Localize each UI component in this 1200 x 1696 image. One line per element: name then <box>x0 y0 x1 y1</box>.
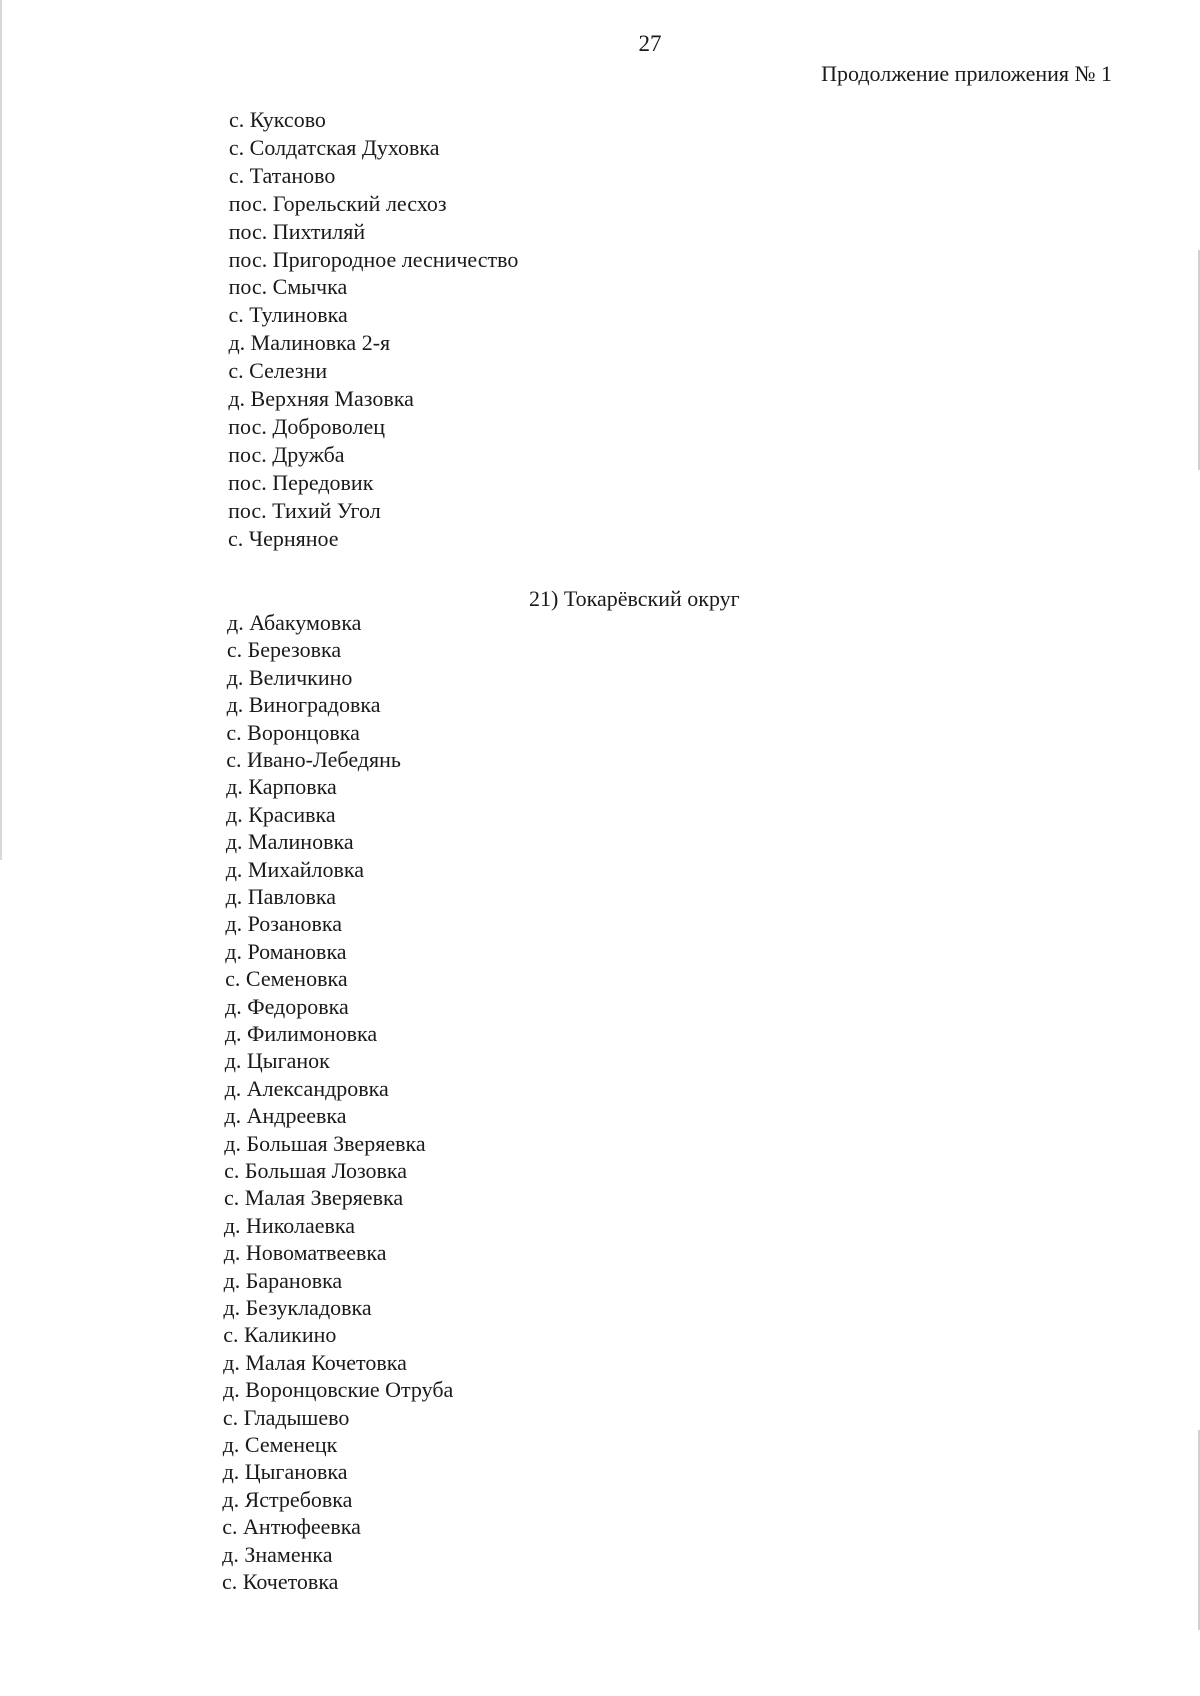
settlement-list-item: д. Ястребовка <box>222 1486 353 1512</box>
settlement-list-item: д. Верхняя Мазовка <box>228 386 414 411</box>
settlement-list-item: д. Семенецк <box>222 1432 338 1457</box>
settlement-list-item: с. Селезни <box>228 358 328 384</box>
section-heading: 21) Токарёвский округ <box>529 586 740 611</box>
settlement-list-item: д. Федоровка <box>225 993 349 1019</box>
settlement-list-item: пос. Тихий Угол <box>228 497 381 523</box>
settlement-list-item: пос. Горельский лесхоз <box>228 190 447 216</box>
settlement-list-item: д. Николаевка <box>223 1212 355 1238</box>
settlement-list-item: пос. Дружба <box>228 441 345 467</box>
settlement-list-item: с. Солдатская Духовка <box>228 134 440 160</box>
settlement-list-item: с. Черняное <box>228 525 339 551</box>
scan-edge-left <box>0 0 2 860</box>
settlement-list-item: д. Михайловка <box>225 856 364 882</box>
settlement-list-item: пос. Передовик <box>228 469 374 495</box>
settlement-list-item: с. Семеновка <box>225 966 348 992</box>
settlement-list-item: д. Цыгановка <box>222 1459 348 1485</box>
settlement-list-item: д. Карповка <box>226 774 337 800</box>
page-number: 27 <box>638 31 662 56</box>
settlement-list-item: с. Каликино <box>223 1322 337 1348</box>
settlement-list-item: с. Антюфеевка <box>222 1514 361 1540</box>
settlement-list-item: д. Розановка <box>225 911 343 937</box>
settlement-list-item: пос. Доброволец <box>228 413 386 439</box>
settlement-list-item: д. Малиновка 2-я <box>228 330 391 356</box>
settlement-list-item: с. Гладышево <box>222 1404 350 1430</box>
settlement-list-item: с. Ивано-Лебедянь <box>226 747 401 772</box>
settlement-list-item: д. Воронцовские Отруба <box>223 1377 454 1403</box>
settlement-list-item: с. Большая Лозовка <box>224 1158 408 1183</box>
settlement-list-item: д. Красивка <box>226 801 336 827</box>
settlement-list-item: д. Малиновка <box>225 829 354 855</box>
settlement-list-item: пос. Пригородное лесничество <box>228 246 519 272</box>
settlement-list-item: д. Цыганок <box>224 1048 330 1074</box>
settlement-list-item: д. Величкино <box>226 664 353 690</box>
settlement-list-item: д. Новоматвеевка <box>223 1240 387 1266</box>
settlement-list-item: д. Александровка <box>224 1075 389 1101</box>
settlement-list-item: с. Воронцовка <box>226 719 360 745</box>
settlement-list-item: д. Романовка <box>225 938 347 964</box>
settlement-list-item: д. Андреевка <box>224 1103 347 1129</box>
settlement-list-item: д. Виноградовка <box>226 692 381 718</box>
settlement-list-item: с. Малая Зверяевка <box>224 1185 404 1211</box>
settlement-list-item: д. Большая Зверяевка <box>224 1130 426 1156</box>
settlement-list-item: с. Куксово <box>229 107 326 132</box>
settlement-list-item: пос. Смычка <box>228 274 348 300</box>
settlement-list-item: д. Барановка <box>223 1267 343 1293</box>
settlement-list-item: д. Безукладовка <box>223 1295 372 1320</box>
running-header: Продолжение приложения № 1 <box>821 61 1112 86</box>
settlement-list-item: д. Абакумовка <box>227 610 362 635</box>
settlement-list-item: д. Малая Кочетовка <box>223 1349 407 1375</box>
settlement-list-item: д. Филимоновка <box>224 1021 378 1046</box>
settlement-list-item: пос. Пихтиляй <box>228 218 366 244</box>
settlement-list-item: д. Знаменка <box>222 1541 333 1567</box>
settlement-list-item: с. Березовка <box>226 637 342 663</box>
settlement-list-item: с. Тулиновка <box>228 302 348 328</box>
settlement-list-item: с. Кочетовка <box>222 1569 339 1594</box>
settlement-list-item: д. Павловка <box>225 884 336 909</box>
settlement-list-item: с. Татаново <box>228 162 336 188</box>
